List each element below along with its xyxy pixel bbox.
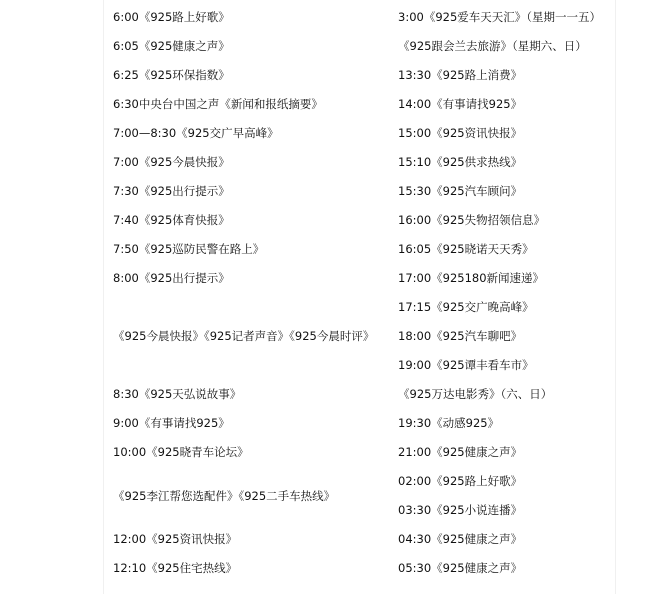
left-row-6: 7:30《925出行提示》	[113, 184, 230, 198]
left-row-10: 《925今晨快报》《925记者声音》《925今晨时评》	[113, 329, 375, 343]
right-row-16: 02:00《925路上好歌》	[398, 474, 523, 488]
left-row-12: 9:00《有事请找925》	[113, 416, 230, 430]
left-row-2: 6:25《925环保指数》	[113, 68, 230, 82]
right-row-17: 03:30《925小说连播》	[398, 503, 523, 517]
right-row-2: 13:30《925路上消费》	[398, 68, 523, 82]
right-row-6: 15:30《925汽车顾问》	[398, 184, 523, 198]
right-row-5: 15:10《925供求热线》	[398, 155, 523, 169]
right-row-4: 15:00《925资讯快报》	[398, 126, 523, 140]
right-row-1: 《925跟会兰去旅游》（星期六、日）	[398, 39, 587, 53]
left-row-5: 7:00《925今晨快报》	[113, 155, 230, 169]
right-row-7: 16:00《925失物招领信息》	[398, 213, 546, 227]
left-row-4: 7:00—8:30《925交广早高峰》	[113, 126, 279, 140]
right-row-11: 18:00《925汽车聊吧》	[398, 329, 523, 343]
right-row-3: 14:00《有事请找925》	[398, 97, 523, 111]
right-row-18: 04:30《925健康之声》	[398, 532, 523, 546]
right-row-13: 《925万达电影秀》（六、日）	[398, 387, 553, 401]
left-row-3: 6:30中央台中国之声《新闻和报纸摘要》	[113, 97, 323, 111]
right-row-9: 17:00《925180新闻速递》	[398, 271, 545, 285]
left-row-11: 8:30《925天弘说故事》	[113, 387, 242, 401]
left-row-13: 10:00《925晓青车论坛》	[113, 445, 249, 459]
left-row-7: 7:40《925体育快报》	[113, 213, 230, 227]
left-row-16: 12:10《925住宅热线》	[113, 561, 238, 575]
right-row-14: 19:30《动感925》	[398, 416, 500, 430]
right-row-10: 17:15《925交广晚高峰》	[398, 300, 534, 314]
right-row-12: 19:00《925谭丰看车市》	[398, 358, 534, 372]
left-row-9: 8:00《925出行提示》	[113, 271, 230, 285]
left-row-0: 6:00《925路上好歌》	[113, 10, 230, 24]
right-row-19: 05:30《925健康之声》	[398, 561, 523, 575]
left-row-14: 《925李江帮您选配件》《925二手车热线》	[113, 489, 336, 503]
left-row-1: 6:05《925健康之声》	[113, 39, 230, 53]
right-row-0: 3:00《925爱车天天汇》（星期一一五）	[398, 10, 602, 24]
left-row-8: 7:50《925巡防民警在路上》	[113, 242, 265, 256]
right-row-15: 21:00《925健康之声》	[398, 445, 523, 459]
left-row-15: 12:00《925资讯快报》	[113, 532, 238, 546]
right-row-8: 16:05《925晓诺天天秀》	[398, 242, 534, 256]
